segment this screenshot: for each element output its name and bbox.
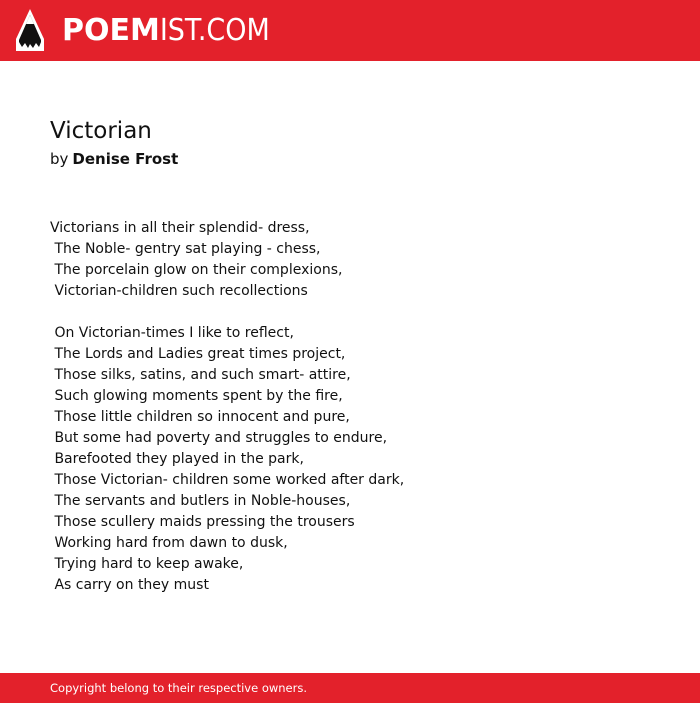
poem-line: The servants and butlers in Noble-houses, bbox=[50, 493, 351, 509]
poem-line: Barefooted they played in the park, bbox=[50, 451, 304, 467]
site-header bbox=[0, 0, 700, 61]
by-label: by bbox=[50, 150, 69, 168]
logo-light-text: IST.COM bbox=[159, 13, 270, 48]
poem-line: As carry on they must bbox=[50, 577, 209, 593]
poem-title: Victorian bbox=[50, 118, 152, 144]
poem-line: Victorians in all their splendid- dress, bbox=[50, 220, 310, 236]
copyright-text: Copyright belong to their respective owners. bbox=[50, 681, 308, 695]
poem-line: Such glowing moments spent by the fire, bbox=[50, 388, 343, 404]
poem-line: Those scullery maids pressing the trousers bbox=[50, 514, 355, 530]
pencil-tip-icon[interactable] bbox=[16, 9, 44, 51]
site-logo[interactable] bbox=[62, 12, 270, 50]
poem-line: Those little children so innocent and pure, bbox=[50, 409, 350, 425]
poem-line: On Victorian-times I like to reflect, bbox=[50, 325, 294, 341]
poem-line: The Lords and Ladies great times project, bbox=[50, 346, 346, 362]
poem-line: Those silks, satins, and such smart- attire, bbox=[50, 367, 351, 383]
poem-line: Those Victorian- children some worked after dark, bbox=[50, 472, 405, 488]
poem-body bbox=[50, 218, 404, 596]
poem-byline bbox=[50, 149, 178, 169]
poem-line: Trying hard to keep awake, bbox=[50, 556, 244, 572]
author-name: Denise Frost bbox=[72, 150, 179, 168]
poem-line: The Noble- gentry sat playing - chess, bbox=[50, 241, 321, 257]
poem-line: The porcelain glow on their complexions, bbox=[50, 262, 343, 278]
poem-line: Victorian-children such recollections bbox=[50, 283, 308, 299]
poem-line: But some had poverty and struggles to endure, bbox=[50, 430, 388, 446]
poem-line: Working hard from dawn to dusk, bbox=[50, 535, 288, 551]
poem-line bbox=[50, 302, 404, 323]
site-footer bbox=[0, 673, 700, 703]
logo-bold-text: POEM bbox=[62, 13, 160, 48]
